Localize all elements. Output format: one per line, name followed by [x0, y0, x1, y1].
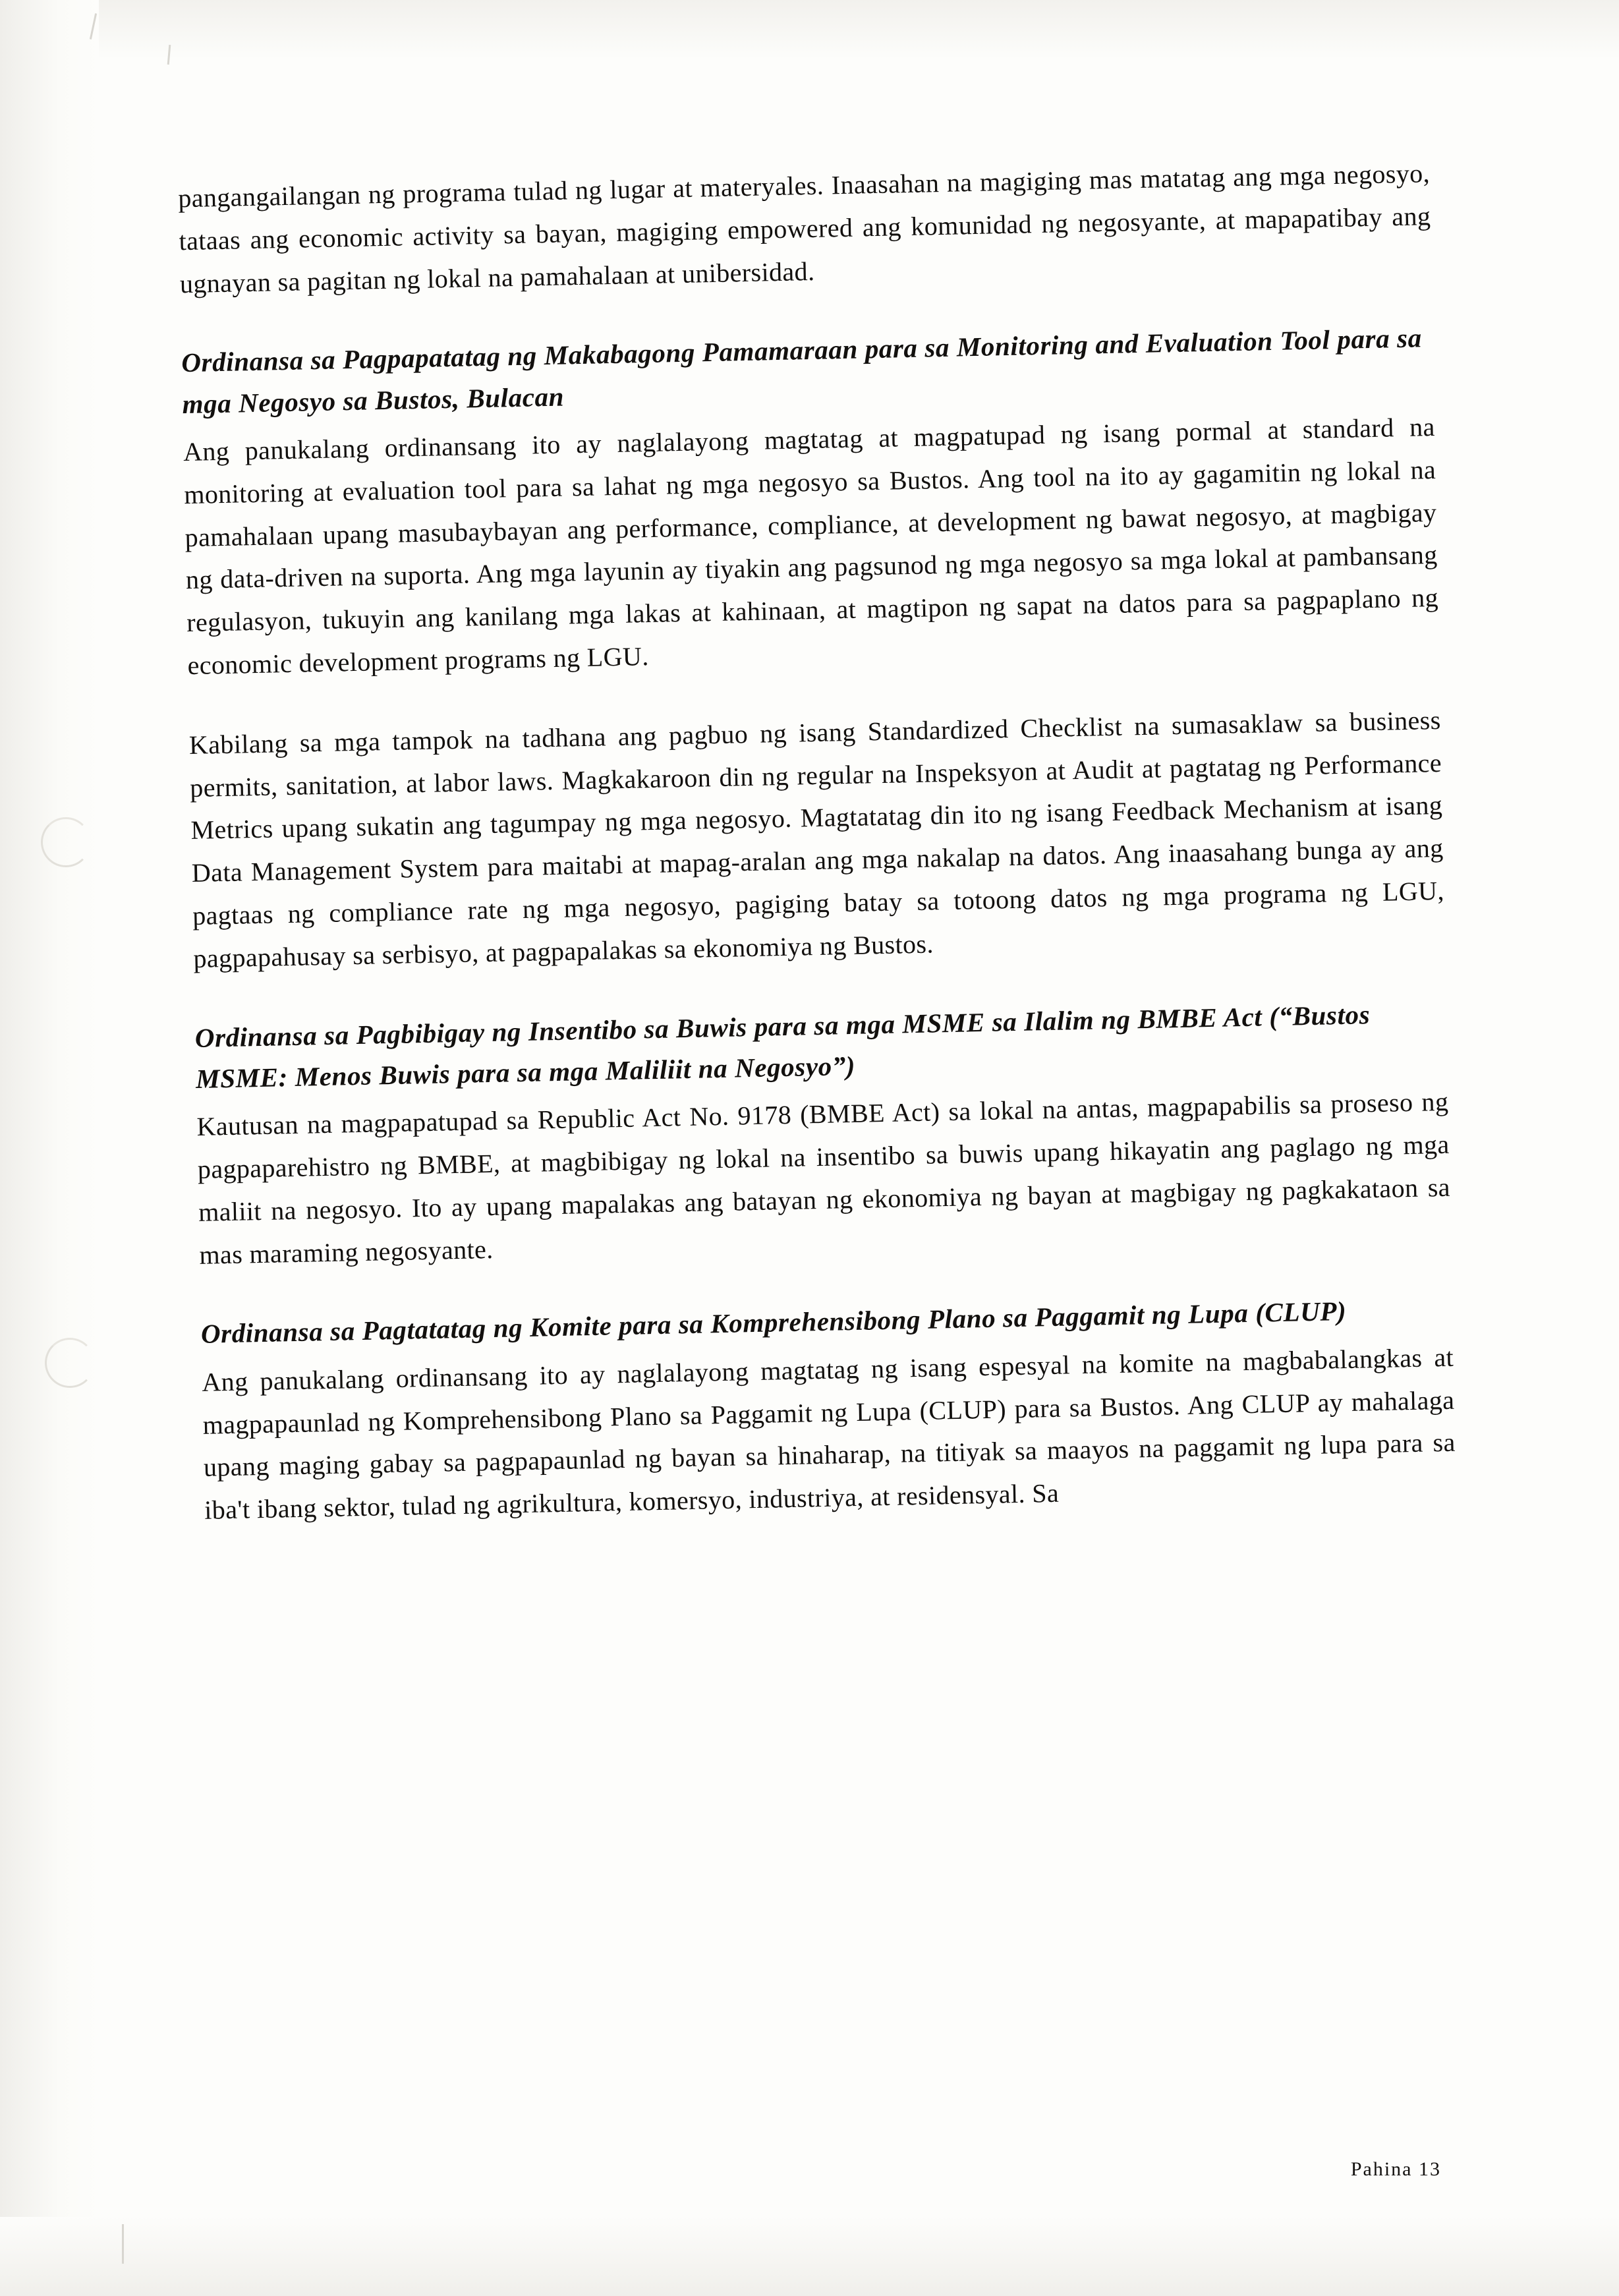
heading-clup-committee: Ordinansa sa Pagtatatag ng Komite para sa Komprehensibong Plano sa Paggamit ng Lupa (CLUP): [200, 1296, 1347, 1350]
heading-msme-tax-incentive: Ordinansa sa Pagbibigay ng Insentibo sa Buwis para sa mga MSME sa Ilalim ng BMBE Act (“Bustos MSME: Menos Buwis para sa mga Maliliit na Negosyo”): [194, 998, 1371, 1094]
page-footer: Pahina 13: [1350, 2158, 1441, 2180]
scan-shadow-left: [0, 0, 99, 2296]
paragraph-monitoring-tool-provisions: Kabilang sa mga tampok na tadhana ang pagbuo ng isang Standardized Checklist na sumasaklaw sa business permits, sanitation, at labor laws. Magkakaroon din ng regular na Inspeksyon at Audit at pagtatag ng Performance Metrics upang sukatin ang tagumpay ng mga negosyo. Magtatatag din ito ng isang Feedback Mechanism at isang Data Management System para maitabi at mapag-aralan ang mga nakalap na datos. Ang inaasahang bunga ay ang pagtaas ng compliance rate ng mga negosyo, pagiging batay sa totoong datos ng mga programa ng LGU, pagpapahusay sa serbisyo, at pagpapalakas sa ekonomiya ng Bustos.: [188, 704, 1445, 973]
paragraph-intro-continuation: pangangailangan ng programa tulad ng lugar at materyales. Inaasahan na magiging mas matatag ang mga negosyo, tataas ang economic activity sa bayan, magiging empowered ang komunidad ng negosyante, at mapapatibay ang ugnayan sa pagitan ng lokal na pamahalaan at unibersidad.: [177, 158, 1431, 299]
document-body: [178, 152, 1457, 1532]
binder-hole-upper: [41, 817, 91, 867]
paragraph-monitoring-tool-purpose: Ang panukalang ordinansang ito ay naglalayong magtatag at magpatupad ng isang pormal at standard na monitoring at evaluation tool para sa lahat ng mga negosyo sa Bustos. Ang tool na ito ay gagamitin ng lokal na pamahalaan upang masubaybayan ang performance, compliance, at development ng bawat negosyo, at magbigay ng data-driven na suporta. Ang mga layunin ay tiyakin ang pagsunod ng mga negosyo sa mga lokal at pambansang regulasyon, tukuyin ang kanilang mga lakas at kahinaan, at magtipon ng sapat na datos para sa pagpaplano ng economic development programs ng LGU.: [183, 412, 1439, 681]
scan-artifact-mark-top-2: [167, 45, 171, 65]
scan-shadow-top: [0, 0, 1619, 59]
binder-hole-lower: [45, 1338, 95, 1388]
heading-monitoring-evaluation-tool: Ordinansa sa Pagpapatatag ng Makabagong Pamamaraan para sa Monitoring and Evaluation Tool para sa mga Negosyo sa Bustos, Bulacan: [181, 322, 1423, 419]
scan-artifact-mark-top: [90, 13, 97, 40]
paragraph-msme-tax-incentive-body: Kautusan na magpapatupad sa Republic Act No. 9178 (BMBE Act) sa lokal na antas, magpapabilis sa proseso ng pagpaparehistro ng BMBE, at magbibigay ng lokal na insentibo sa buwis upang hikayatin ang paglago ng mga maliit na negosyo. Ito ay upang mapalakas ang batayan ng ekonomiya ng bayan at magbigay ng pagkakataon sa mas maraming negosyante.: [196, 1087, 1451, 1270]
paragraph-clup-committee-body: Ang panukalang ordinansang ito ay naglalayong magtatag ng isang espesyal na komite na magbabalangkas at magpapaunlad ng Komprehensibong Plano sa Paggamit ng Lupa (CLUP) para sa Bustos. Ang CLUP ay mahalaga upang maging gabay sa pagpapaunlad ng bayan sa hinaharap, na titiyak sa maayos na paggamit ng lupa para sa iba't ibang sektor, tulad ng agrikultura, komersyo, industriya, at residensyal. Sa: [201, 1342, 1456, 1525]
scan-artifact-mark-bottom: [122, 2224, 124, 2264]
scan-shadow-bottom: [0, 2217, 1619, 2296]
